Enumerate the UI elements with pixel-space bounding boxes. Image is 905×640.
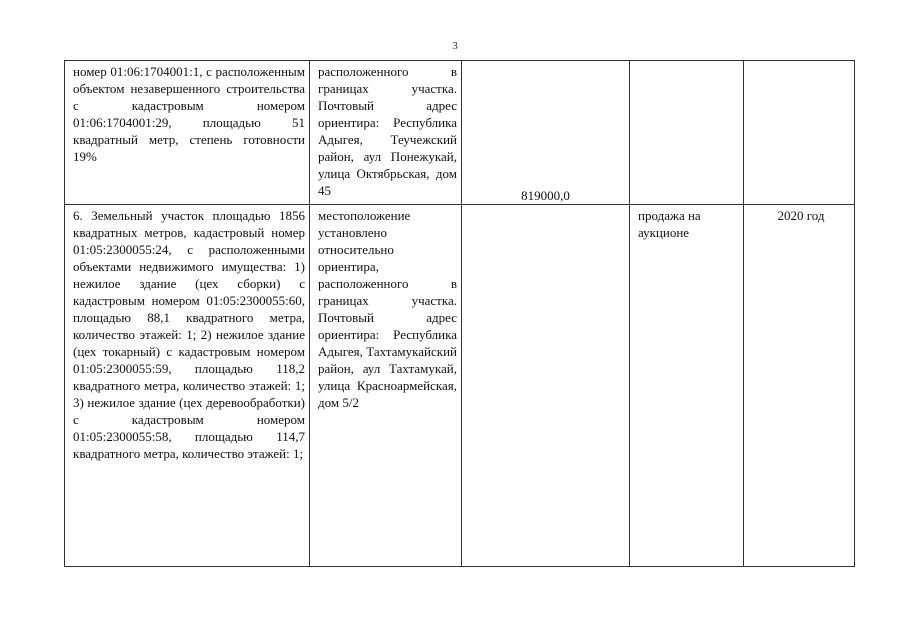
property-location-cell [310, 205, 462, 567]
property-description: номер 01:06:1704001:1, с расположенным объектом незавершенного строительства с кадастровым номером 01:06:1704001:29, площадью 51 квадратный метр, степень готовности 19% [73, 64, 305, 164]
property-description-cell [65, 61, 310, 205]
property-price: 819000,0 [521, 188, 570, 203]
table-row [65, 61, 855, 205]
property-location: местоположение установлено относительно ориентира, расположенного в границах участка. Почтовый адрес ориентира: Республика Адыгея, Тахтамукайский район, аул Тахтамукай, улица Красноармейская, дом 5/2 [318, 208, 457, 410]
property-price-cell [462, 61, 630, 205]
privatization-method-cell [630, 205, 744, 567]
privatization-year-cell [744, 61, 855, 205]
privatization-method-cell [630, 61, 744, 205]
privatization-year: 2020 год [777, 208, 825, 223]
property-location-cell [310, 61, 462, 205]
property-price-cell [462, 205, 630, 567]
property-location: расположенного в границах участка. Почтовый адрес ориентира: Республика Адыгея, Теучежский район, аул Понежукай, улица Октябрьская, дом 45 [318, 64, 457, 198]
privatization-year-cell [744, 205, 855, 567]
property-description: 6. Земельный участок площадью 1856 квадратных метров, кадастровый номер 01:05:2300055:24, с расположенными объектами недвижимого имущества: 1) нежилое здание (цех сборки) с кадастровым номером 01:05:2300055:60, площадью 88,1 квадратного метра, количество этажей: 1; 2) нежилое здание (цех токарный) с кадастровым номером 01:05:2300055:59, площадью 118,2 квадратного метра, количество этажей: 1; 3) нежилое здание (цех деревообработки) с кадастровым номером 01:05:2300055:58, площадью 114,7 квадратного метра, количество этажей: 1; [73, 208, 305, 461]
page-number: 3 [452, 40, 458, 52]
property-table [64, 60, 855, 567]
table-row [65, 205, 855, 567]
privatization-method: продажа на аукционе [638, 208, 701, 240]
property-description-cell [65, 205, 310, 567]
